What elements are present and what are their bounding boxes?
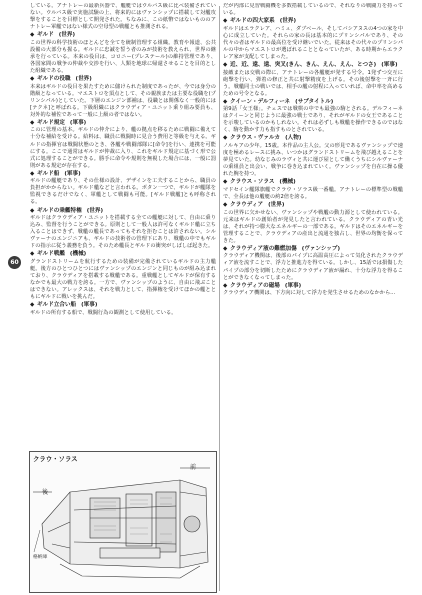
left-column (30, 3, 216, 455)
entry-body (30, 259, 216, 301)
entry (30, 171, 216, 207)
entry-paragraph: マドセイン艦隊旗艦でクラウ・ソラス級一番艦。アナトレーの標準型の戦艦で、全長は他の艦艇の約2倍を誇る。 (223, 186, 403, 200)
entry (223, 99, 403, 135)
entry-title: 近、近、遠、遠、突叉(きん、きん、えん、えん、とつさ) (230, 61, 377, 68)
black-diamond-icon: ◆ (30, 302, 35, 309)
entry-category: (軍事) (81, 302, 98, 309)
entry-heading (30, 251, 216, 259)
entry-paragraph: している。アナトレーの最新兵器で、艦艇ではウルバス級に比べ装備されていない。ウルバス級で実施試験の上、将来的にはヴァンシップに搭載して対艦攻撃をすることを目標として開発された。ちなみに、この紙幣ではないもののアナトレー軍艦ではない様式の空母型の戦艦とも推測される。 (30, 3, 216, 31)
entry-body (223, 70, 403, 98)
entry-title: ギルド戦艦 (37, 251, 65, 258)
entry-title: ギルドの四大家系 (230, 18, 275, 25)
entry-category: (機械) (279, 179, 296, 186)
figure-label-hangar: 格納庫 (33, 555, 48, 560)
entry-title: クラウス・ヴァルカ (230, 135, 281, 142)
black-diamond-icon: ◆ (30, 207, 35, 214)
entry-category: (軍事) (284, 282, 302, 289)
black-diamond-icon: ◆ (223, 282, 228, 289)
entry-body (30, 40, 216, 75)
black-diamond-icon: ◆ (223, 18, 228, 25)
right-column (223, 3, 403, 591)
entry-body (30, 3, 216, 31)
black-diamond-icon: ◆ (30, 32, 35, 39)
entry-title: クラウス・ソラス (230, 179, 275, 186)
entry (223, 135, 403, 178)
entry-paragraph: ギルドの艦艇であり、その仕様の設計、デザインを工夫することから、職員の負担がかからない。ギルド艦などと言われる。ボタン一つで、ギルドが艦隊を監視できるだけでなく、軍艦として戦闘も可能。[ギルド戦艦]とも呼称される。 (30, 178, 216, 206)
black-diamond-icon: ◆ (223, 135, 228, 142)
entry (223, 62, 403, 98)
page-number-tab: 60 (8, 256, 21, 269)
entry-title: ギルド規定 (37, 119, 65, 126)
entry-body (223, 143, 403, 178)
entry-paragraph: クラウディア機関は、後部のパイプに高温高圧によって気化されたクラウディア液を流すことで、浮力と推進力を得ている。しかし、15話では損傷したパイプの部分を切断したためにクラウディア液が漏れ、十分な浮力を得ることができなくなってしまった。 (223, 253, 403, 281)
entry-category: (機械) (69, 251, 87, 258)
black-diamond-icon: ◆ (223, 245, 228, 252)
entry-paragraph: ノルキアの少年。15歳。本作品の主人公。父の形見であるヴァンシップで速度を極めるレースに挑み、いつかはグランドストリームを飛び越えることを夢見ていた。幼なじみのラヴィと共に運び屋として働くうちにシルヴァーナの乗組員と出会い、戦争に巻き込まれていく。ヴァンシップを自在に操る優れた腕を持つ。 (223, 143, 403, 178)
entry (30, 120, 216, 170)
entry (30, 3, 216, 31)
entry-paragraph: だが内部に見習戦闘機を多数搭載しているので、それなりの戦闘力を持っている。 (223, 3, 403, 17)
entry-body (30, 127, 216, 169)
entry-body (30, 178, 216, 206)
entry-title: ギルドの役職 (37, 76, 71, 83)
black-diamond-icon: ◆ (223, 202, 228, 208)
entry-category: (世界) (58, 32, 76, 39)
entry-heading (30, 302, 216, 310)
entry-body (30, 215, 216, 250)
entry-heading (30, 208, 216, 216)
entry-body (223, 210, 403, 245)
battleship-illustration (30, 452, 216, 592)
entry-paragraph: 本来はギルドの役目を果たすために儲けられた制度であったが、今では身分の階級となっている。マエストロを頂点として、その親族または主要な役職を(プリンシパル)としていた。下層のエンジン部補は、役職とは関係なく一般的には[テクネ]と呼ばれる。下級組織にはクラウディア・ユニット乗り組み要員も、対外的な補佐であって一般に上級の者ではない。 (30, 83, 216, 118)
entry-paragraph: グランドストリームを航行するための装備が完備されているギルドの主力艦艇。後方のひとつひとつにはヴァンシップのエンジンと同じものが組み込まれており、クラウディアを搭載する戦艦である。重戦艦としてギルドが保有するなかでも最大の戦力を誇る。一方で、ヴァンシップのように、自由に飛ぶことはできない。アレックスは、それを戦力として、指揮権を受けてほかの艦とともにギルドに戦いを挑んだ。 (30, 258, 216, 301)
entry-heading (223, 18, 403, 26)
entry-category: (世界) (268, 202, 285, 208)
entry-category: (ヴァンシップ) (301, 245, 341, 252)
entry (223, 246, 403, 282)
entry-title: クラウディア (230, 202, 264, 208)
entry-paragraph: このに管理の基本。ギルドの仲介により、艦の拠点を移るために戦闘に備えて十分な補給を受ける。給料は、職員に戦闘時に見合う費用と等級を与える。ギルドの指揮官は戦闘状態のとき、各艦や戦闘部隊に[命令]を行い、連携を可能にする。ここで通常はギルドが仲裁に入り、これをギルド規定に基づく形で公式に処理することができる。勝手に命令や規則を無視した場合には、一般に罰則がある規定が存在する。 (30, 127, 216, 169)
entry-paragraph: ギルドの所有する船で、戦闘行為の観測として使用している。 (30, 309, 177, 316)
entry-paragraph: 第9話「女王様」。チェスでは戦棋の中でも最強の駒とされる。デルフィーネはクイーンと同じように最強の戦士であり、それがギルドの女王であることを示唆しているのかもしれない。それは必ずしも戦艦を操作できるのではなく、駒を動かす力も指すものとされている。 (223, 106, 403, 134)
figure-title: クラウ・ソラス (33, 455, 78, 463)
entry-title: クラウディア液の難燃加傷 (230, 245, 297, 252)
black-diamond-icon: ◆ (30, 76, 35, 83)
entry (223, 3, 403, 17)
entry-heading (223, 62, 403, 70)
entry-title: ギルドの乗艦特権 (37, 207, 82, 214)
entry-title: ギルド立合い船 (37, 302, 77, 309)
entry-body (223, 290, 403, 297)
black-diamond-icon: ◆ (223, 179, 228, 186)
entry-category: (軍事) (64, 170, 81, 177)
entry (30, 76, 216, 119)
entry-title: クラウディアの磁場 (230, 282, 280, 289)
entry (30, 32, 216, 75)
black-diamond-icon: ◆ (30, 170, 35, 177)
column-divider (219, 6, 220, 591)
entry-paragraph: 接敵または交戦の際に、アナトレーの各艦艇が発する号令。1発ずつ交互に砲撃を行い、弾着の修正と共に射撃精度を上げる。その後射撃を一斉に行う。戦艦同士の戦いでは、相手の艦の射程に入っていれば、命中率を高めるための号令となる。 (223, 69, 403, 97)
entry-heading (223, 179, 403, 187)
entry-category: (サブタイトル) (295, 98, 334, 105)
entry-category: (世界) (75, 76, 92, 83)
entry-body (223, 253, 403, 281)
entry-heading (223, 135, 403, 143)
entry-body (30, 310, 216, 317)
figure-label-rear: 後 (42, 489, 49, 496)
entry-category: (世界) (279, 18, 297, 25)
entry-paragraph: ギルドはエラクレア、ハミュ、ダブベール、そしてバシアヌスの4つの家を中心に成立していた。それらの家の長は基本的にプリンシパルであり、その代々の者はギルドの最高位を受け継いでいた。従来はその代々のプリンシパルの中からマエストロが選ばれることとなっていたが、ある時期からエラクレア家が支配してしまった。 (223, 25, 403, 60)
entry-body (223, 26, 403, 61)
entry-body (223, 106, 403, 134)
entry (30, 251, 216, 301)
entry-heading (30, 32, 216, 40)
black-diamond-icon: ◆ (30, 251, 35, 258)
black-diamond-icon: ◆ (223, 98, 228, 105)
entry (223, 18, 403, 61)
entry-body (223, 187, 403, 201)
entry-category: (軍事) (381, 61, 398, 68)
entry-category: (世界) (86, 207, 104, 214)
entry-category: (人物) (285, 135, 302, 142)
entry-title: ギルド船 (37, 170, 60, 177)
entry-body (30, 84, 216, 119)
entry-paragraph: ギルドはクラウディア・ユニットを搭載する全ての艦艇に対して、自由に乗り込み、監督を行うことができる。原則として一般人は許可なくギルド艦に立ち入ることはできず、戦艦の艦長であってもそれを拒むことは許されない。シルヴァーナのエンジニアも、ギルドの技術者の管理下にあり、戦艦の中でもギルドの指示に従う義務を負う。そのため艦長とギルドの衝突がしばしば起きた。 (30, 215, 216, 250)
entry (223, 202, 403, 245)
entry-paragraph: この世界の科学技術のほとんどを全てを統制管理する組織。教育や報道、公共設備の大部分も握る。ギルドに忠誠を誓う者のみが技術を教えられ、世界の継承を行っている。本来の役目は、コロニー(プレステール)の維持管理であり、各国家間の戦争の仲裁や交渉を行い、人類を地球に帰還させることを目的とした組織である。 (30, 39, 216, 74)
entry (223, 179, 403, 201)
entry-paragraph: クラウディア機関は、下方向に対して浮力を発生させるためのなかから… (223, 290, 396, 297)
entry-heading (30, 76, 216, 84)
figure-claw-solas (29, 451, 217, 593)
entry (30, 208, 216, 251)
black-diamond-icon: ◆ (30, 119, 35, 126)
entry-body (223, 3, 403, 17)
entry (223, 283, 403, 298)
entry-paragraph: この世界に欠かせない、ヴァンシップや戦艦の動力源として使われている。元来はギルドの創始者が発見したと言われている。クラウディアの青い光は、それが持つ膨大なエネルギーの一部である。ギルドはそのエネルギーを管理することで、クラウディアの産出と流通を独占し、世界の均衡を保ってきた。 (223, 209, 403, 244)
figure-label-front: 前 (190, 464, 197, 471)
entry (30, 302, 216, 317)
entry-heading (223, 202, 403, 210)
black-diamond-icon: ◆ (223, 61, 228, 68)
entry-title: ギルド (37, 32, 54, 39)
entry-title: クイーン・デルフィーネ (230, 98, 291, 105)
entry-category: (軍事) (69, 119, 87, 126)
